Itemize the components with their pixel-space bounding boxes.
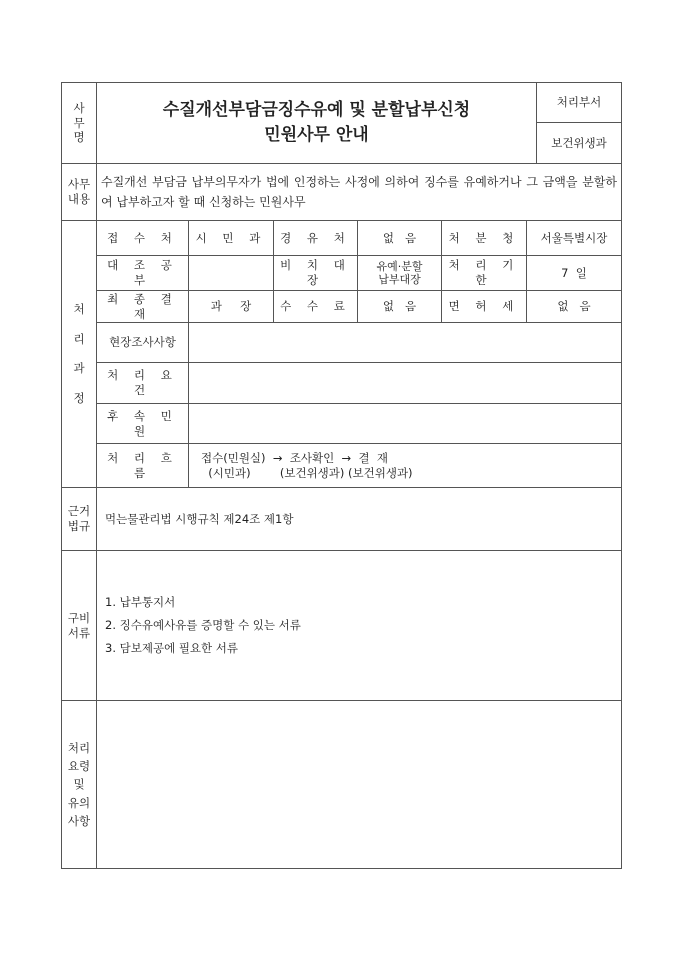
notes-value	[97, 701, 622, 869]
cell: 최 종 결 재	[97, 291, 189, 323]
notes-label: 처리 요령 및 유의 사항	[62, 701, 97, 869]
content-label: 사무 내용	[62, 164, 97, 221]
law-label: 근거 법규	[62, 488, 97, 551]
cell: 처 리 기 한	[442, 256, 527, 291]
requirements-value	[189, 363, 622, 404]
follow-up-value	[189, 404, 622, 444]
cell: 처 분 청	[442, 221, 527, 256]
header-label: 사 무 명	[62, 83, 97, 164]
cell: 비 치 대 장	[274, 256, 358, 291]
documents-label: 구비 서류	[62, 551, 97, 701]
cell: 접 수 처	[97, 221, 189, 256]
cell: 과 장	[189, 291, 274, 323]
cell: 없 음	[358, 291, 442, 323]
page-title	[97, 83, 537, 164]
flow-line-2: (시민과) (보건위생과) (보건위생과)	[201, 465, 413, 480]
law-text: 먹는물관리법 시행규칙 제24조 제1항	[97, 488, 622, 551]
cell: 없 음	[527, 291, 622, 323]
requirements-label: 처 리 요 건	[97, 363, 189, 404]
title-line-1: 수질개선부담금징수유예 및 분할납부신청	[162, 99, 471, 120]
flow-line-1: 접수(민원실) → 조사확인 → 결 재	[201, 450, 388, 465]
flow-label: 처 리 흐 름	[97, 444, 189, 488]
cell: 면 허 세	[442, 291, 527, 323]
cell: 수 수 료	[274, 291, 358, 323]
cell: 없 음	[358, 221, 442, 256]
dept-value: 보건위생과	[537, 123, 622, 164]
list-item: 3. 담보제공에 필요한 서류	[105, 640, 239, 655]
site-survey-value	[189, 323, 622, 363]
list-item: 2. 징수유예사유를 증명할 수 있는 서류	[105, 618, 301, 633]
cell: 경 유 처	[274, 221, 358, 256]
dept-label: 처리부서	[537, 83, 622, 123]
process-flow	[189, 444, 622, 488]
process-label: 처 리 과 정	[62, 221, 97, 488]
cell: 대 조 공 부	[97, 256, 189, 291]
content-text: 수질개선 부담금 납부의무자가 법에 인정하는 사정에 의하여 징수를 유예하거나 그 금액을 분할하여 납부하고자 할 때 신청하는 민원사무	[97, 164, 622, 221]
civil-affairs-guide-form	[61, 82, 622, 869]
cell: 7 일	[527, 256, 622, 291]
cell: 서울특별시장	[527, 221, 622, 256]
list-item: 1. 납부통지서	[105, 595, 176, 610]
cell: 시 민 과	[189, 221, 274, 256]
follow-up-label: 후 속 민 원	[97, 404, 189, 444]
documents-list	[97, 551, 622, 701]
title-line-2: 민원사무 안내	[264, 125, 369, 145]
cell: 유예·분할 납부대장	[358, 256, 442, 291]
site-survey-label: 현장조사사항	[97, 323, 189, 363]
cell	[189, 256, 274, 291]
